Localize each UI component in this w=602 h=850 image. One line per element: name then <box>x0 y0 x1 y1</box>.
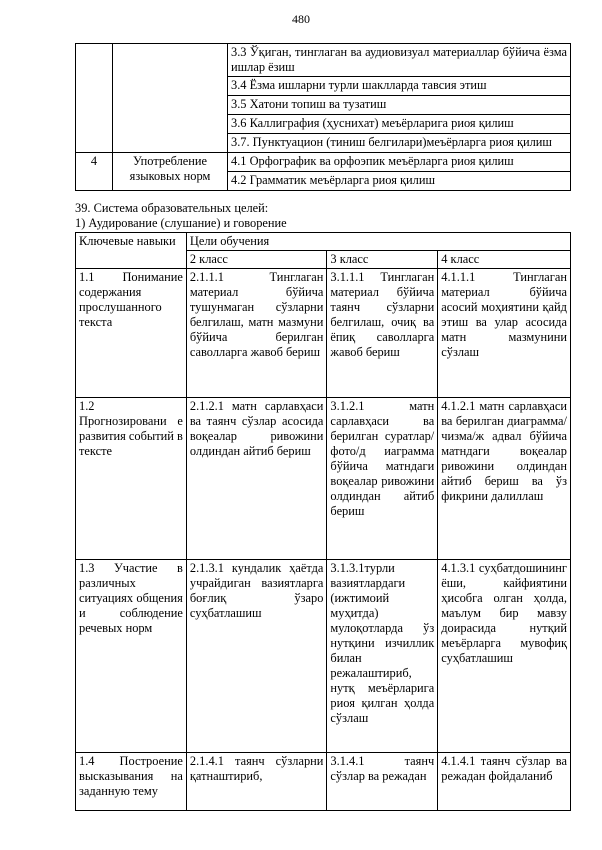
item-cell: 3.5 Хатони топиш ва тузатиш <box>228 96 571 115</box>
row-number-cell: 4 <box>76 153 113 191</box>
grade2-goal-cell: 2.1.3.1 кундалик ҳаётда учрайдиган вазиятларга боғлиқ ўзаро суҳбатлашиш <box>186 560 327 753</box>
skill-cell: 1.3 Участие в различных ситуациях общения и соблюдение речевых норм <box>76 560 187 753</box>
item-cell: 3.6 Каллиграфия (ҳуснихат) меъёрларига риоя қилиш <box>228 115 571 134</box>
item-cell: 3.3 Ўқиган, тинглаган ва аудиовизуал материаллар бўйича ёзма ишлар ёзиш <box>228 44 571 77</box>
grade4-header: 4 класс <box>438 251 571 269</box>
item-cell: 4.1 Орфографик ва орфоэпик меъёрларга риоя қилиш <box>228 153 571 172</box>
norms-table <box>75 43 571 191</box>
table-row <box>76 269 571 398</box>
grade4-goal-cell: 4.1.3.1 суҳбатдошининг ёши, кайфиятини ҳисобга олган ҳолда, маълум бир мавзу доирасида нутқий меъёрларга мувофиқ суҳбатлашиш <box>438 560 571 753</box>
item-cell: 3.4 Ёзма ишларни турли шаклларда тавсия этиш <box>228 77 571 96</box>
grade3-goal-cell: 3.1.4.1 таянч сўзлар ва режадан <box>327 753 438 811</box>
table-header-row <box>76 233 571 251</box>
row-number-cell <box>76 44 113 153</box>
skill-cell: 1.4 Построение высказывания на заданную тему <box>76 753 187 811</box>
grade2-goal-cell: 2.1.4.1 таянч сўзларни қатнаштириб, <box>186 753 327 811</box>
table-row <box>76 753 571 811</box>
learning-goals-table <box>75 232 571 811</box>
skill-cell: 1.1 Понимание содержания прослушанного текста <box>76 269 187 398</box>
grade2-goal-cell: 2.1.1.1 Тинглаган материал бўйича тушунмаган сўзларни белгилаш, матн мазмуни бўйича берилган саволларга жавоб бериш <box>186 269 327 398</box>
key-skills-header: Ключевые навыки <box>76 233 187 269</box>
subsection-heading: 1) Аудирование (слушание) и говорение <box>75 216 287 230</box>
grade4-goal-cell: 4.1.1.1 Тинглаган материал бўйича асосий моҳиятини қайд этиш ва улар асосида матн мазмунини сўзлаш <box>438 269 571 398</box>
grade4-goal-cell: 4.1.4.1 таянч сўзлар ва режадан фойдаланиб <box>438 753 571 811</box>
table-row <box>76 398 571 560</box>
skill-name-cell: Употребление языковых норм <box>113 153 228 191</box>
skill-name-cell <box>113 44 228 153</box>
skill-cell: 1.2 Прогнозировани е развития событий в тексте <box>76 398 187 560</box>
goals-header: Цели обучения <box>186 233 570 251</box>
table-row <box>76 44 571 77</box>
item-cell: 3.7. Пунктуацион (тиниш белгилари)меъёрларга риоя қилиш <box>228 134 571 153</box>
page-number: 480 <box>292 12 310 26</box>
grade4-goal-cell: 4.1.2.1 матн сарлавҳаси ва берилган диаграмма/чизма/ж адвал бўйича матндаги воқеалар ривожини олдиндан айтиб бериш ва ўз фикрини далиллаш <box>438 398 571 560</box>
grade3-header: 3 класс <box>327 251 438 269</box>
item-cell: 4.2 Грамматик меъёрларга риоя қилиш <box>228 172 571 191</box>
section-heading: 39. Система образовательных целей: <box>75 201 269 215</box>
table-row <box>76 560 571 753</box>
grade3-goal-cell: 3.1.3.1турли вазиятлардаги (ижтимоий муҳитда) мулоқотларда ўз нутқини изчиллик билан режалаштириб, нутқ меъёрларига риоя қилган ҳолда сўзлаш <box>327 560 438 753</box>
table-row <box>76 153 571 172</box>
grade3-goal-cell: 3.1.1.1 Тинглаган материал бўйича таянч сўзларни белгилаш, очиқ ва ёпиқ саволларга жавоб бериш <box>327 269 438 398</box>
grade2-goal-cell: 2.1.2.1 матн сарлавҳаси ва таянч сўзлар асосида воқеалар ривожини олдиндан айтиб бериш <box>186 398 327 560</box>
grade3-goal-cell: 3.1.2.1 матн сарлавҳаси ва берилган суратлар/фото/д иаграмма бўйича матндаги воқеалар ривожини олдиндан айтиб бериш <box>327 398 438 560</box>
grade2-header: 2 класс <box>186 251 327 269</box>
